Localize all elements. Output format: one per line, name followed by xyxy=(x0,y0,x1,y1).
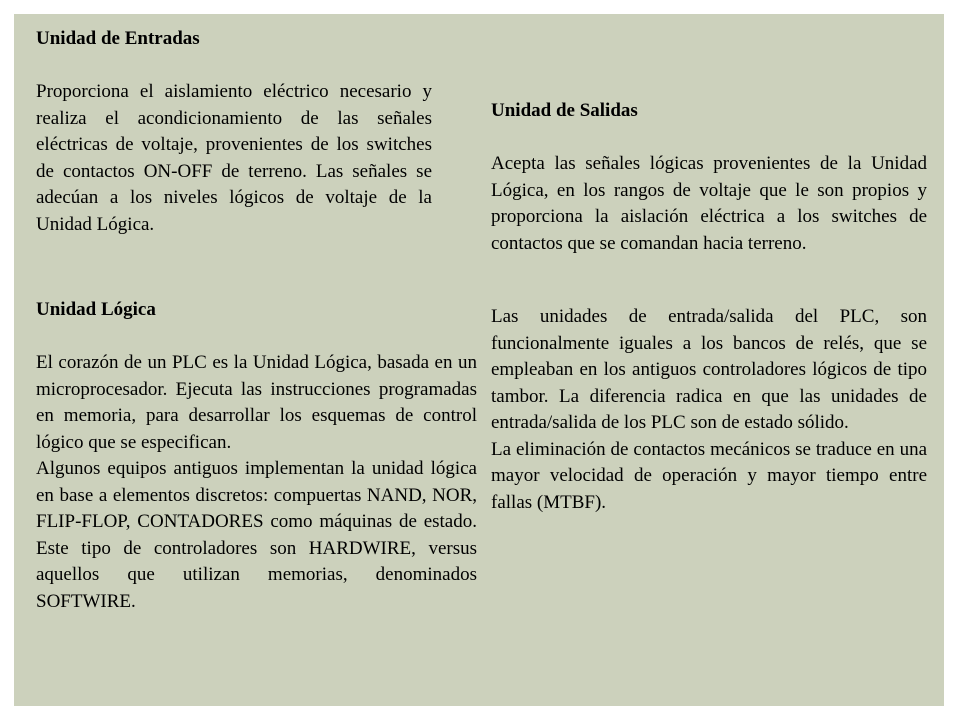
spacer xyxy=(36,53,432,80)
logic-unit-paragraph-2: Algunos equipos antiguos implementan la unidad lógica en base a elementos discretos: compuertas NAND, NOR, FLIP-FLOP, CONTADORES como máquinas de estado. Este tipo de controladores son HARDWIRE, versus aquellos que utilizan memorias, denominados SOFTWIRE. xyxy=(36,458,477,612)
slide-background xyxy=(14,14,944,706)
spacer xyxy=(36,324,477,351)
output-unit-body: Acepta las señales lógicas provenientes de la Unidad Lógica, en los rangos de voltaje que le son propios y proporciona la aislación eléctrica a los switches de contactos que se comandan hacia terreno. xyxy=(491,153,927,254)
mechanical-contacts-paragraph: La eliminación de contactos mecánicos se traduce en una mayor velocidad de operación y mayor tiempo entre fallas (MTBF). xyxy=(491,438,927,513)
output-unit-section xyxy=(491,98,927,257)
spacer xyxy=(491,125,927,152)
input-unit-section xyxy=(36,26,432,238)
output-unit-title: Unidad de Salidas xyxy=(491,100,638,121)
logic-unit-section xyxy=(36,297,477,615)
io-notes-section xyxy=(491,304,927,516)
input-unit-body: Proporciona el aislamiento eléctrico necesario y realiza el acondicionamiento de las señales eléctricas de voltaje, provenientes de los switches de contactos ON-OFF de terreno. Las señales se adecúan a los niveles lógicos de voltaje de la Unidad Lógica. xyxy=(36,81,432,235)
io-units-paragraph: Las unidades de entrada/salida del PLC, son funcionalmente iguales a los bancos de relés, que se empleaban en los antiguos controladores lógicos de tipo tambor. La diferencia radica en que las unidades de entrada/salida de los PLC son de estado sólido. xyxy=(491,306,927,433)
logic-unit-body: El corazón de un PLC es la Unidad Lógica, basada en un microprocesador. Ejecuta las instrucciones programadas en memoria, para desarrollar los esquemas de control lógico que se especifican. xyxy=(36,352,477,453)
input-unit-title: Unidad de Entradas xyxy=(36,28,200,49)
logic-unit-title: Unidad Lógica xyxy=(36,299,156,320)
